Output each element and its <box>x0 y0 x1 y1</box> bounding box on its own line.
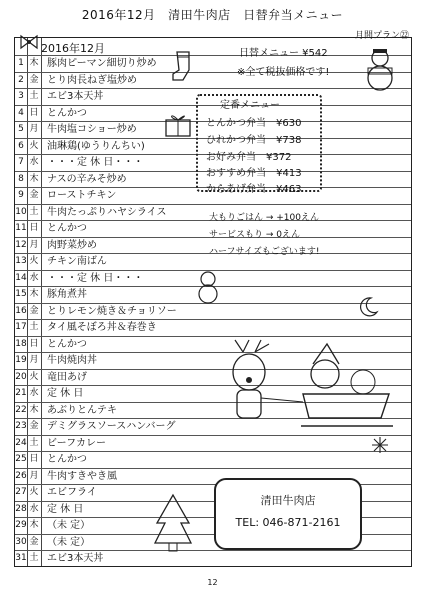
day-date: 14 <box>15 272 27 283</box>
day-menu: ローストチキン <box>47 190 117 201</box>
day-menu: 豚角煮丼 <box>47 289 87 300</box>
day-weekday: 木 <box>29 173 39 184</box>
regular-menu-item-5: からあげ弁当 ¥463 <box>206 184 302 195</box>
day-menu: 肉野菜炒め <box>47 239 97 251</box>
day-menu: ・・・定 休 日・・・ <box>47 157 144 168</box>
day-weekday: 日 <box>29 107 39 118</box>
day-weekday: 土 <box>29 91 39 101</box>
menu-calendar-sheet <box>14 37 412 567</box>
day-weekday: 火 <box>29 487 39 497</box>
day-date: 16 <box>15 305 27 316</box>
day-date: 7 <box>18 157 24 167</box>
regular-menu-box <box>196 94 322 195</box>
day-date: 12 <box>15 239 27 250</box>
day-menu: （未 定） <box>47 536 91 548</box>
day-date: 13 <box>15 256 27 266</box>
day-date: 30 <box>15 536 27 547</box>
reindeer-santa-sleigh-illustration <box>213 338 403 438</box>
day-weekday: 日 <box>29 454 39 464</box>
day-date: 22 <box>15 404 27 415</box>
day-date: 8 <box>18 173 24 184</box>
day-date: 3 <box>18 91 24 101</box>
day-menu: 豚肉ピーマン細切り炒め <box>47 58 157 69</box>
day-date: 31 <box>15 553 27 563</box>
day-menu: 油琳鶏(ゆうりんちい) <box>47 140 145 152</box>
snowman-icon <box>365 46 395 92</box>
day-weekday: 火 <box>29 140 39 151</box>
day-menu: 牛肉たっぷりハヤシライス <box>47 206 167 218</box>
day-menu: とりレモン焼き＆チョリソー <box>47 305 177 317</box>
monthly-plan-label: 月間プラン㉒ <box>354 31 409 41</box>
day-date: 1 <box>18 58 24 68</box>
day-menu: 牛肉すきやき風 <box>47 470 117 482</box>
regular-menu-title: 定番メニュー <box>220 100 280 111</box>
shop-name: 清田牛肉店 <box>260 494 316 507</box>
day-menu: エビ3本天丼 <box>47 91 104 102</box>
half-size-note: ハーフサイズもございます! <box>209 247 320 257</box>
day-date: 28 <box>15 503 27 514</box>
day-menu: 竜田あげ <box>47 371 87 383</box>
day-menu: ビーフカレー <box>47 437 106 449</box>
day-menu: 牛肉焼肉丼 <box>47 355 97 366</box>
shop-phone: TEL: 046-871-2161 <box>235 516 341 529</box>
day-weekday: 木 <box>29 404 39 415</box>
day-menu: とんかつ <box>47 338 87 350</box>
day-menu: とんかつ <box>47 454 87 465</box>
daily-menu-price: 日替メニュー ¥542 <box>239 48 328 59</box>
stocking-icon <box>171 50 195 84</box>
regular-menu-item-1: とんかつ弁当 ¥630 <box>206 118 302 129</box>
day-weekday: 金 <box>29 305 39 316</box>
day-date: 18 <box>15 338 27 349</box>
day-date: 6 <box>18 140 24 151</box>
day-weekday: 金 <box>29 74 39 85</box>
tax-note: ※全て税抜価格です! <box>237 67 330 78</box>
day-weekday: 金 <box>29 190 39 200</box>
bow-icon <box>19 34 39 50</box>
day-menu: とんかつ <box>47 223 87 234</box>
day-weekday: 金 <box>29 421 39 431</box>
day-date: 15 <box>15 289 27 299</box>
day-date: 2 <box>18 74 24 85</box>
day-weekday: 日 <box>29 338 39 349</box>
large-rice-note: 大もりごはん → +100えん <box>209 213 319 223</box>
day-date: 24 <box>15 437 27 448</box>
day-menu: （未 定） <box>47 520 91 531</box>
day-weekday: 水 <box>29 503 39 514</box>
day-weekday: 火 <box>29 256 39 266</box>
day-weekday: 木 <box>29 520 39 530</box>
day-weekday: 土 <box>29 553 39 563</box>
day-menu: ・・・定 休 日・・・ <box>47 272 144 284</box>
day-date: 29 <box>15 520 27 530</box>
day-weekday: 月 <box>29 470 39 481</box>
day-date: 26 <box>15 470 27 481</box>
day-weekday: 月 <box>29 239 39 250</box>
day-date: 10 <box>15 206 27 217</box>
day-date: 9 <box>18 190 24 200</box>
day-weekday: 月 <box>29 124 39 134</box>
day-menu: エビフライ <box>47 487 97 498</box>
day-date: 20 <box>15 371 27 382</box>
service-rice-note: サービスもり → 0えん <box>209 230 300 240</box>
day-menu: エビ3本天丼 <box>47 553 104 564</box>
moon-icon <box>357 296 379 318</box>
christmas-tree-icon <box>153 493 193 555</box>
day-menu: チキン南ばん <box>47 256 107 267</box>
day-weekday: 土 <box>29 322 39 332</box>
day-menu: タイ風そぼろ丼＆春巻き <box>47 322 157 333</box>
regular-menu-item-4: おすすめ弁当 ¥413 <box>206 168 302 179</box>
day-weekday: 火 <box>29 371 39 382</box>
regular-menu-item-2: ひれかつ弁当 ¥738 <box>206 135 302 146</box>
small-snowman-icon <box>193 270 223 304</box>
day-menu: 牛肉塩コショー炒め <box>47 124 137 135</box>
day-weekday: 金 <box>29 536 39 547</box>
day-date: 17 <box>15 322 27 332</box>
day-date: 25 <box>15 454 27 464</box>
day-date: 19 <box>15 355 27 365</box>
day-date: 11 <box>15 223 27 233</box>
day-weekday: 水 <box>29 157 39 167</box>
day-date: 21 <box>15 388 27 398</box>
day-date: 23 <box>15 421 27 431</box>
day-weekday: 日 <box>29 223 39 233</box>
shop-card <box>214 478 362 550</box>
day-date: 5 <box>18 124 24 134</box>
day-weekday: 月 <box>29 355 39 365</box>
day-date: 27 <box>15 487 27 497</box>
day-date: 4 <box>18 107 24 118</box>
day-weekday: 水 <box>29 388 39 398</box>
day-weekday: 木 <box>29 289 39 299</box>
day-menu: あぶりとんテキ <box>47 404 117 416</box>
day-menu: 定 休 日 <box>47 503 84 515</box>
day-weekday: 木 <box>29 58 39 68</box>
day-menu: とんかつ <box>47 107 87 119</box>
day-menu: ナスの辛みそ炒め <box>47 173 127 185</box>
gift-box-icon <box>163 112 193 138</box>
snowflake-icon <box>371 436 389 454</box>
day-menu: デミグラスソースハンバーグ <box>47 421 176 432</box>
day-weekday: 土 <box>29 437 39 448</box>
year-month-heading: 2016年12月 <box>41 42 105 55</box>
day-menu: 定 休 日 <box>47 388 84 399</box>
regular-menu-item-3: お好み弁当 ¥372 <box>206 152 292 163</box>
page-title: 2016年12月 清田牛肉店 日替弁当メニュー <box>81 8 344 22</box>
day-weekday: 水 <box>29 272 39 283</box>
day-menu: とり肉長ねぎ塩炒め <box>47 74 137 86</box>
page-number: 12 <box>207 578 218 587</box>
day-weekday: 土 <box>29 206 39 217</box>
